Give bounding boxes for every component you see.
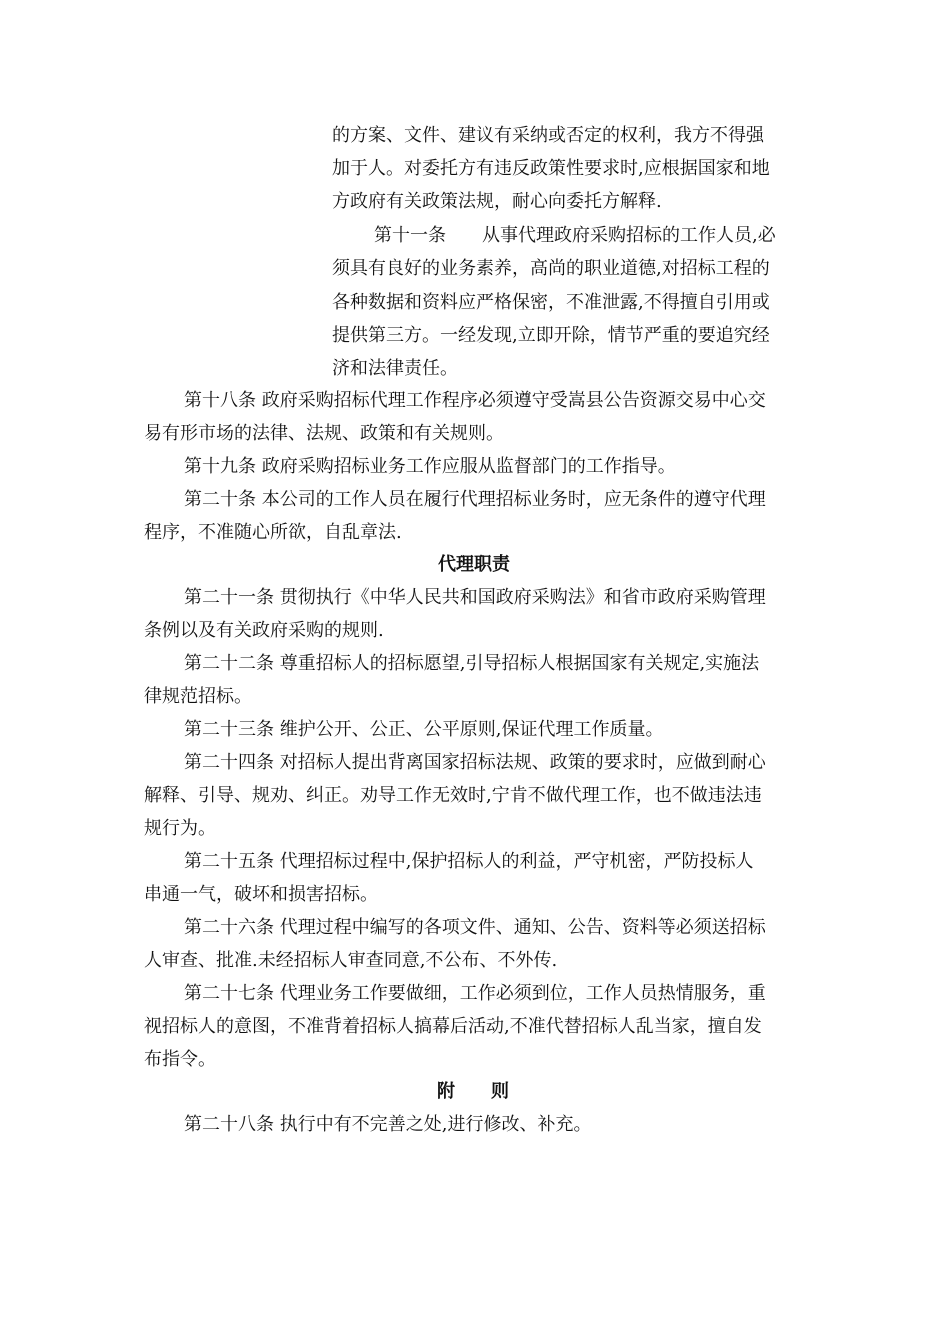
text-line: 律规范招标。 <box>144 686 252 707</box>
text-line: 条例以及有关政府采购的规则. <box>144 620 384 641</box>
text-line: 济和法律责任。 <box>332 358 458 379</box>
text-line: 布指令。 <box>144 1049 216 1070</box>
text-line: 易有形市场的法律、法规、政策和有关规则。 <box>144 423 504 444</box>
text-line: 加于人。对委托方有违反政策性要求时,应根据国家和地 <box>332 158 770 179</box>
text-line: 第二十三条 维护公开、公正、公平原则,保证代理工作质量。 <box>184 719 664 740</box>
text-line: 提供第三方。一经发现,立即开除，情节严重的要追究经 <box>332 325 770 346</box>
text-line: 第二十五条 代理招标过程中,保护招标人的利益，严守机密，严防投标人 <box>184 851 754 872</box>
text-line: 第二十四条 对招标人提出背离国家招标法规、政策的要求时，应做到耐心 <box>184 752 766 773</box>
text-line: 人审查、批准.未经招标人审查同意,不公布、不外传. <box>144 950 558 971</box>
text-line: 第十九条 政府采购招标业务工作应服从监督部门的工作指导。 <box>184 456 676 477</box>
section-heading: 代理职责 <box>438 554 510 575</box>
text-line: 规行为。 <box>144 818 216 839</box>
text-line: 第二十六条 代理过程中编写的各项文件、通知、公告、资料等必须送招标 <box>184 917 766 938</box>
text-line: 第二十一条 贯彻执行《中华人民共和国政府采购法》和省市政府采购管理 <box>184 587 766 608</box>
text-line: 各种数据和资料应严格保密，不准泄露,不得擅自引用或 <box>332 292 770 313</box>
text-line: 视招标人的意图，不准背着招标人搞幕后活动,不准代替招标人乱当家，擅自发 <box>144 1016 762 1037</box>
section-heading: 附 则 <box>437 1081 509 1102</box>
text-line: 第十八条 政府采购招标代理工作程序必须遵守受嵩县公告资源交易中心交 <box>184 390 766 411</box>
text-line: 程序，不准随心所欲，自乱章法. <box>144 522 402 543</box>
text-line: 解释、引导、规劝、纠正。劝导工作无效时,宁肯不做代理工作，也不做违法违 <box>144 785 762 806</box>
text-line: 第二十二条 尊重招标人的招标愿望,引导招标人根据国家有关规定,实施法 <box>184 653 760 674</box>
text-line: 第十一条 从事代理政府采购招标的工作人员,必 <box>374 225 776 246</box>
text-line: 须具有良好的业务素养，高尚的职业道德,对招标工程的 <box>332 258 770 279</box>
text-line: 第二十条 本公司的工作人员在履行代理招标业务时，应无条件的遵守代理 <box>184 489 766 510</box>
text-line: 第二十八条 执行中有不完善之处,进行修改、补充。 <box>184 1114 592 1135</box>
text-line: 的方案、文件、建议有采纳或否定的权利，我方不得强 <box>332 125 764 146</box>
text-line: 串通一气，破坏和损害招标。 <box>144 884 378 905</box>
text-line: 第二十七条 代理业务工作要做细，工作必须到位，工作人员热情服务，重 <box>184 983 766 1004</box>
text-line: 方政府有关政策法规，耐心向委托方解释. <box>332 191 662 212</box>
